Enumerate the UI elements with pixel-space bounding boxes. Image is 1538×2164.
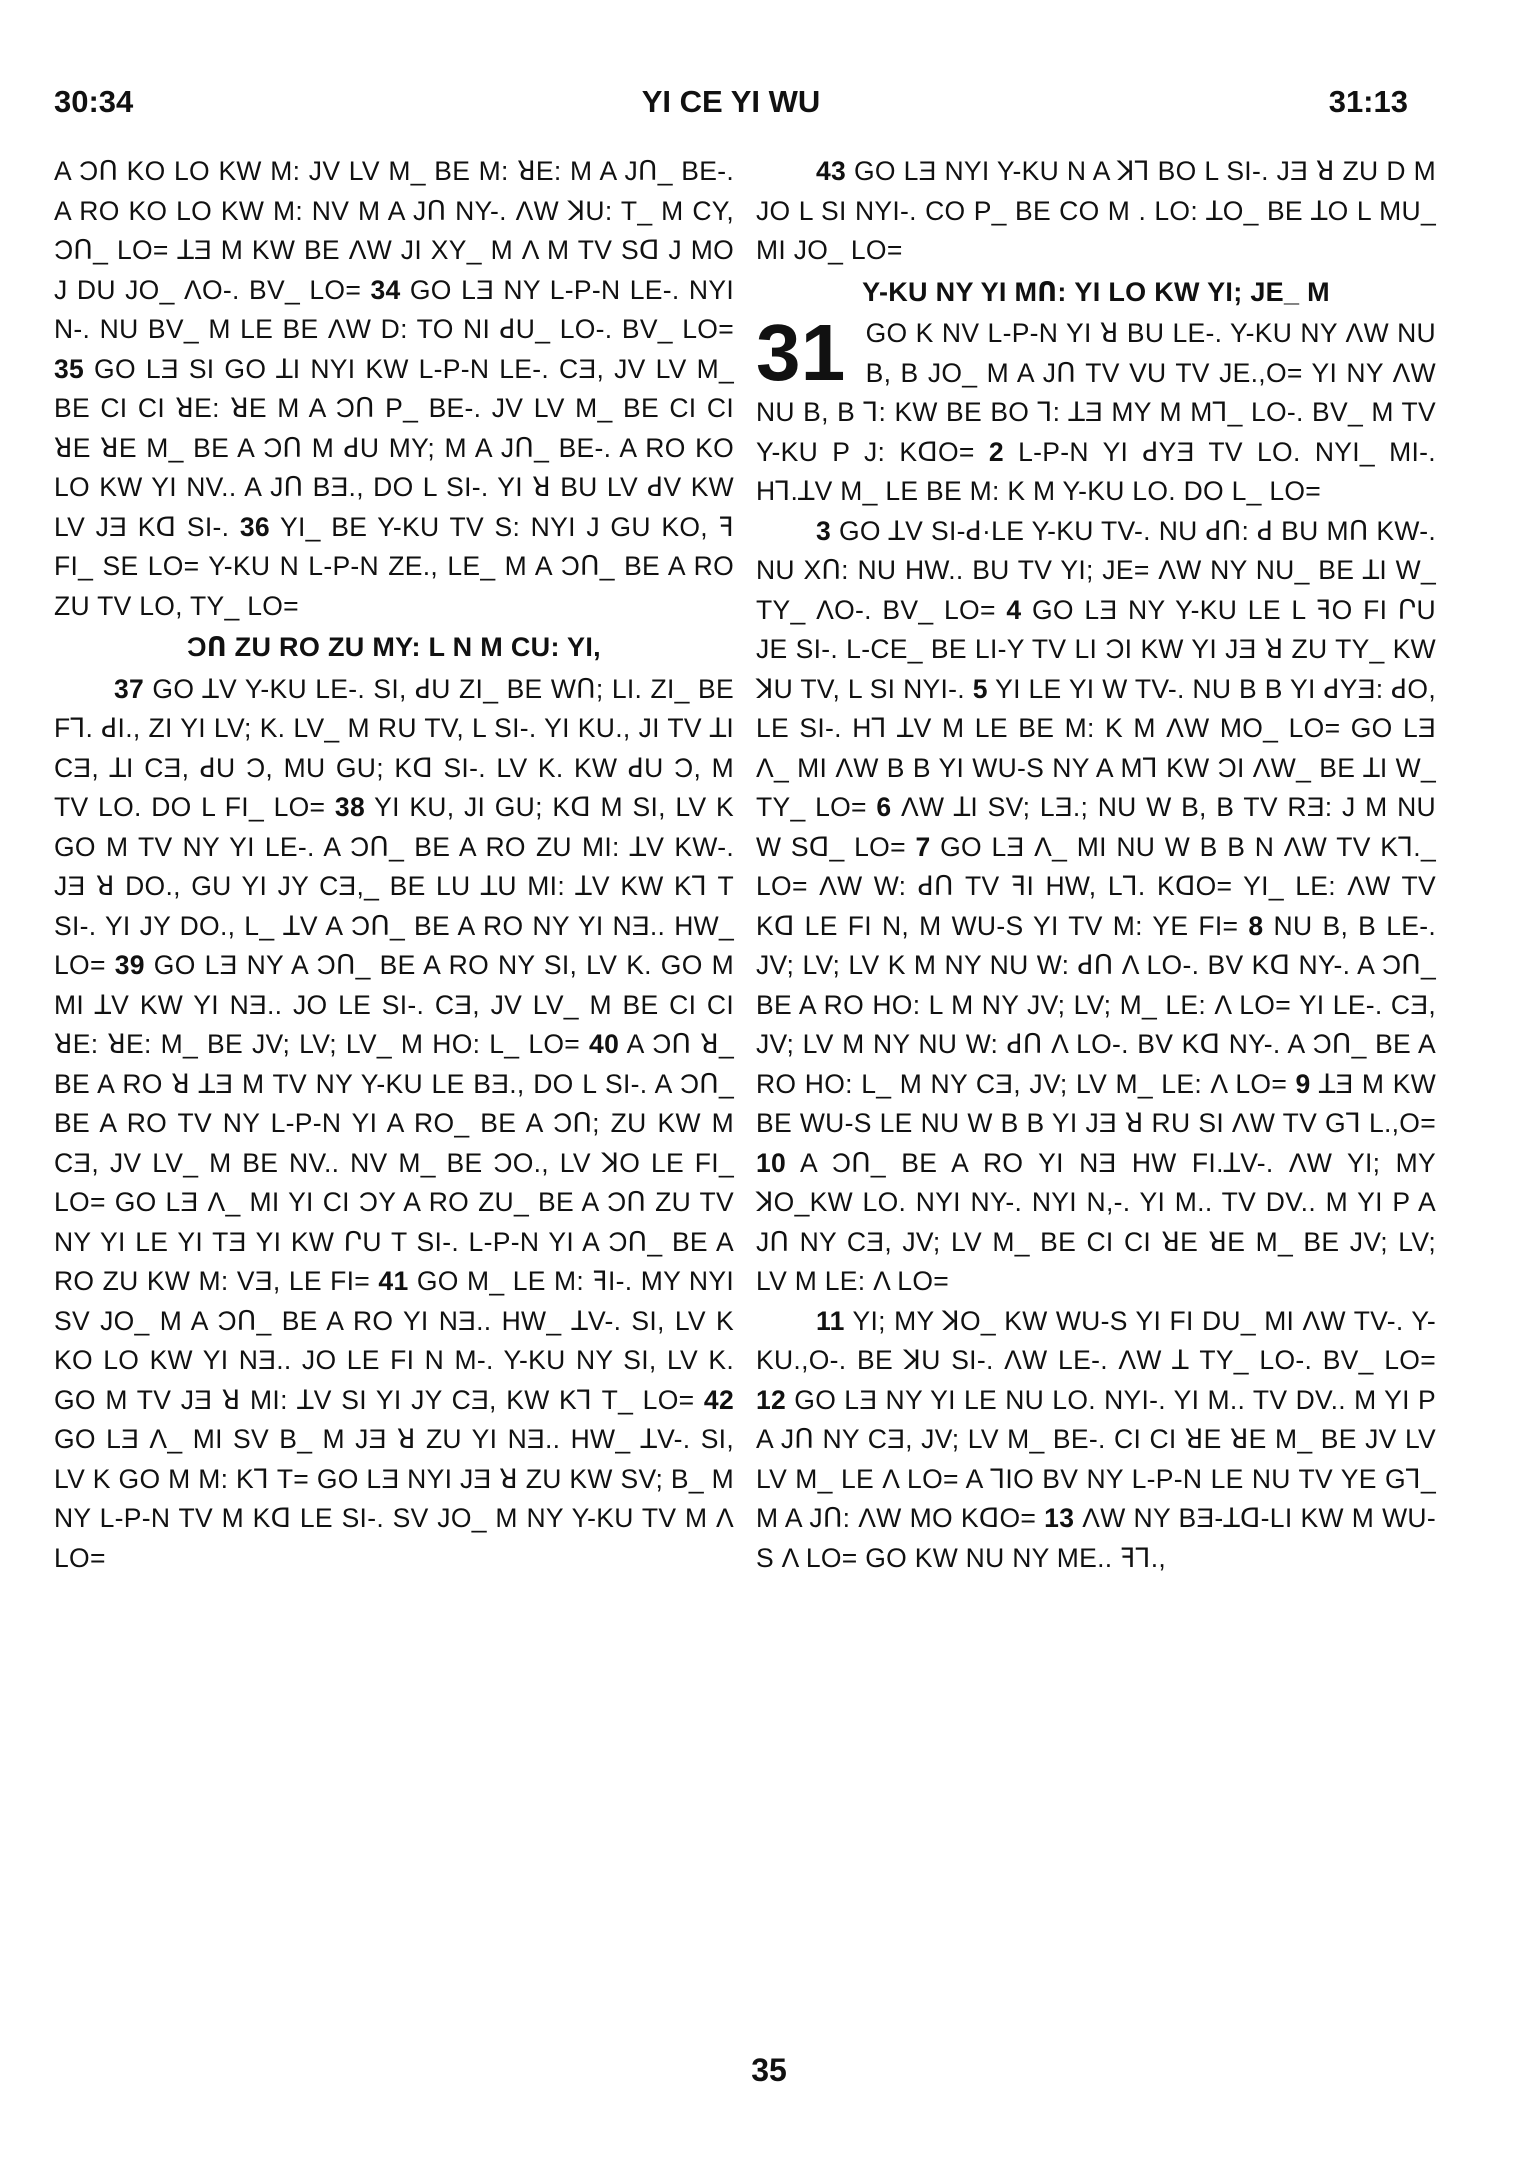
text: GO LƎ NY YI LE NU LO. NYI-. YI M.. TV DV.. M YI P A JՈ NY CƎ, JV; LV M_ BE-. CI CI ꓤE ꓤE M_ BE JV LV LV M_ LE Λ LO= A ꓶIO BV NY L-P-N LE NU TV YE Gꓶ_ M A JՈ: ΛW MO KꓷO= bbox=[756, 1384, 1436, 1533]
verse-number: 5 bbox=[972, 673, 988, 704]
verse-number: 8 bbox=[1248, 910, 1264, 941]
verse-number: 3 bbox=[816, 515, 832, 546]
paragraph bbox=[756, 308, 1436, 512]
verse-number: 36 bbox=[239, 511, 270, 542]
header-title: YI CE YI WU bbox=[641, 84, 821, 119]
text: GO LƎ SI GO ꓕI NYI KW L-P-N LE-. CƎ, JV LV M_ BE CI CI ꓤE: ꓤE M A ƆՈ P_ BE-. JV LV M_ BE CI CI ꓤE ꓤE M_ BE A ƆՈ M ꓒU MY; M A JՈ_ BE-. A RO KO LO KW YI NV.. A JՈ BƎ., DO L SI-. YI ꓤ BU LV ꓒV KW LV JƎ Kꓷ SI-. bbox=[54, 353, 734, 542]
verse-number: 11 bbox=[816, 1305, 845, 1336]
paragraph bbox=[756, 512, 1436, 1302]
text: GO M_ LE M: ꟻI-. MY NYI SV JO_ M A ƆՈ_ BE A RO YI NƎ.. HW_ ꓕV-. SI, LV K KO LO KW YI NƎ.. JO LE FI N M-. Y-KU NY SI, LV K. GO M TV JƎ ꓤ MI: ꓕV SI YI JY CƎ, KW Kꓶ T_ LO= bbox=[54, 1266, 734, 1415]
header-right-reference: 31:13 bbox=[1328, 84, 1408, 119]
page-header bbox=[54, 84, 1408, 124]
right-column bbox=[756, 152, 1436, 1578]
text: YI; MY ꓘO_ KW WU-S YI FI DU_ MI ΛW TV-. Y-KU.,O-. BE ꓘU SI-. ΛW LE-. ΛW ꓕ TY_ LO-. BV_ LO= bbox=[756, 1305, 1436, 1375]
verse-number: 4 bbox=[1006, 594, 1022, 625]
verse-number: 12 bbox=[756, 1384, 787, 1415]
text: YI_ BE Y-KU TV S: NYI J GU KO, ꟻ FI_ SE LO= Y-KU N L-P-N ZE., LE_ M A ƆՈ_ BE A RO ZU TV LO, TY_ LO= bbox=[54, 511, 734, 621]
text: A ƆՈ KO LO KW M: JV LV M_ BE M: ꓤE: M A JՈ_ BE-. A RO KO LO KW M: NV M A JՈ NY-. ΛW ꓘU: T_ M CY, ƆՈ_ LO= ꓕƎ M KW BE ΛW JI XY_ M Λ M TV Sꓷ J MO J DU JO_ ΛO-. BV_ LO= bbox=[54, 156, 734, 305]
paragraph bbox=[756, 1302, 1436, 1579]
verse-number: 37 bbox=[114, 673, 145, 704]
verse-number: 39 bbox=[114, 950, 145, 980]
chapter-number: 31 bbox=[756, 308, 846, 397]
text: L-P-N YI ꓒYƎ TV LO. NYI_ MI-. Hꓶ.ꓕV M_ LE BE M: K M Y-KU LO. DO L_ LO= bbox=[756, 436, 1436, 506]
section-heading: ƆՈ ZU RO ZU MY: L N M CU: YI, bbox=[187, 632, 601, 662]
text: GO LƎ Λ_ MI SV B_ M JƎ ꓤ ZU YI NƎ.. HW_ ꓕV-. SI, LV K GO M M: Kꓶ T= GO LƎ NYI JƎ ꓤ ZU KW SV; B_ M NY L-P-N TV M Kꓷ LE SI-. SV JO_ M NY Y-KU TV M Λ LO= bbox=[54, 1424, 734, 1573]
verse-number: 6 bbox=[876, 792, 892, 822]
text: GO LƎ NY L-P-N LE-. NYI N-. NU BV_ M LE BE ΛW D: TO NI ꓒU_ LO-. BV_ LO= bbox=[54, 274, 734, 344]
text: YI LE YI W TV-. NU B B YI ꓒYƎ: ꓒO, LE SI-. Hꓶ ꓕV M LE BE M: K M ΛW MO_ LO= GO LƎ Λ_ MI ΛW B B YI WU-S NY A Mꓶ KW ƆI ΛW_ BE ꓕI W_ TY_ LO= bbox=[756, 673, 1436, 822]
left-column bbox=[54, 152, 734, 1578]
verse-number: 2 bbox=[988, 436, 1004, 467]
verse-number: 38 bbox=[334, 792, 365, 822]
text: GO K NV L-P-N YI ꓤ BU LE-. Y-KU NY ΛW NU B, B JO_ M A JՈ TV VU TV JE.,O= YI NY ΛW NU B, B ꓶ: KW BE BO ꓶ: ꓕƎ MY M Mꓶ_ LO-. BV_ M TV Y-KU P J: KꓷO= bbox=[756, 318, 1436, 467]
paragraph bbox=[756, 152, 1436, 271]
verse-number: 41 bbox=[378, 1266, 409, 1296]
verse-number: 7 bbox=[915, 831, 931, 862]
text: GO ꓕV Y-KU LE-. SI, ꓒU ZI_ BE WՈ; LI. ZI_ BE Fꓶ. ꓒI., ZI YI LV; K. LV_ M RU TV, L SI-. YI KU., JI TV ꓕI CƎ, ꓕI CƎ, ꓒU Ɔ, MU GU; Kꓷ SI-. LV K. KW ꓒU Ɔ, M TV LO. DO L FI_ LO= bbox=[54, 673, 734, 822]
section-heading: Y-KU NY YI MՈ: YI LO KW YI; JE_ M bbox=[862, 276, 1330, 307]
text: A ƆՈ_ BE A RO YI NƎ HW FI.ꓕV-. ΛW YI; MY ꓘO_KW LO. NYI NY-. NYI N,-. YI M.. TV DV.. M YI P A JՈ NY CƎ, JV; LV M_ BE CI CI ꓤE ꓤE M_ BE JV; LV; LV M LE: Λ LO= bbox=[756, 1147, 1437, 1296]
paragraph bbox=[54, 152, 734, 626]
text: GO LƎ NY A ƆՈ_ BE A RO NY SI, LV K. GO M MI ꓕV KW YI NƎ.. JO LE SI-. CƎ, JV LV_ M BE CI CI ꓤE: ꓤE: M_ BE JV; LV; LV_ M HO: L_ LO= bbox=[54, 950, 734, 1059]
page-number: 35 bbox=[751, 2052, 787, 2088]
chapter-block bbox=[756, 308, 1436, 512]
verse-number: 9 bbox=[1295, 1068, 1311, 1099]
verse-number: 42 bbox=[703, 1384, 734, 1415]
verse-number: 35 bbox=[54, 353, 85, 384]
verse-number: 40 bbox=[589, 1029, 620, 1059]
text: YI KU, JI GU; Kꓷ M SI, LV K GO M TV NY YI LE-. A ƆՈ_ BE A RO ZU MI: ꓕV KW-. JƎ ꓤ DO., GU YI JY CƎ,_ BE LU ꓕU MI: ꓕV KW Kꓶ T SI-. YI JY DO., L_ ꓕV A ƆՈ_ BE A RO NY YI NƎ.. HW_ LO= bbox=[54, 792, 734, 980]
verse-number: 10 bbox=[756, 1147, 787, 1178]
text: ꓕƎ M KW BE WU-S LE NU W B B YI JƎ ꓤ RU SI ΛW TV Gꓶ L.,O= bbox=[756, 1068, 1437, 1138]
text: NU B, B LE-. JV; LV; LV K M NY NU W: ꓒՈ Λ LO-. BV Kꓷ NY-. A ƆՈ_ BE A RO HO: L M NY JV; LV; M_ LE: Λ LO= YI LE-. CƎ, JV; LV M NY NU W: ꓒՈ Λ LO-. BV Kꓷ NY-. A ƆՈ_ BE A RO HO: L_ M NY CƎ, JV; LV M_ LE: Λ LO= bbox=[756, 910, 1437, 1099]
text: ΛW ꓕI SV; LƎ.; NU W B, B TV RƎ: J M NU W Sꓷ_ LO= bbox=[756, 792, 1436, 862]
text: ΛW NY BƎ-ꓕꓷ-LI KW M WU-S Λ LO= GO KW NU NY ME.. ꟻꓶ., bbox=[756, 1503, 1436, 1573]
header-left-reference: 30:34 bbox=[54, 84, 134, 119]
text: GO LƎ NYI Y-KU N A ꓘꓶ BO L SI-. JƎ ꓤ ZU D M JO L SI NYI-. CO P_ BE CO M . LO: ꓕO_ BE ꓕO L MU_ MI JO_ LO= bbox=[756, 156, 1436, 265]
text: GO LƎ Λ_ MI NU W B B N ΛW TV Kꓶ._ LO= ΛW W: ꓒՈ TV ꟻI HW, Lꓶ. KꓷO= YI_ LE: ΛW TV Kꓷ LE FI N, M WU-S YI TV M: YE FI= bbox=[756, 831, 1436, 941]
verse-number: 43 bbox=[816, 156, 847, 186]
verse-number: 13 bbox=[1044, 1503, 1075, 1533]
text: A ƆՈ ꓤ_ BE A RO ꓤ ꓕƎ M TV NY Y-KU LE BƎ., DO L SI-. A ƆՈ_ BE A RO TV NY L-P-N YI A RO_ BE A ƆՈ; ZU KW M CƎ, JV LV_ M BE NV.. NV M_ BE ƆO., LV ꓘO LE FI_ LO= GO LƎ Λ_ MI YI CI ƆY A RO ZU_ BE A ƆՈ ZU TV NY YI LE YI TƎ YI KW ՐU T SI-. L-P-N YI A ƆՈ_ BE A RO ZU KW M: VƎ, LE FI= bbox=[54, 1029, 734, 1296]
paragraph bbox=[54, 670, 734, 1579]
verse-number: 34 bbox=[370, 274, 401, 305]
text: GO ꓕV SI-ꓒ·LE Y-KU TV-. NU ꓒՈ: ꓒ BU MՈ KW-. NU XՈ: NU HW.. BU TV YI; JE= ΛW NY NU_ BE ꓕI W_ TY_ ΛO-. BV_ LO= bbox=[756, 515, 1436, 625]
text: GO LƎ NY Y-KU LE L ꟻO FI ՐU JE SI-. L-CE_ BE LI-Y TV LI ƆI KW YI JƎ ꓤ ZU TY_ KW ꓘU TV, L SI NYI-. bbox=[756, 594, 1436, 704]
